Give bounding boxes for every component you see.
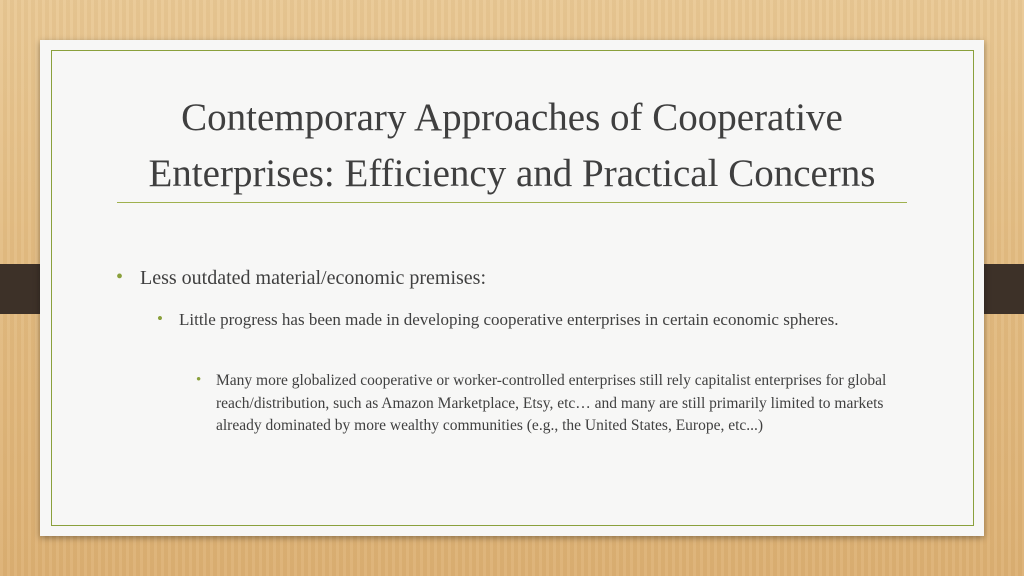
bullet-text: Less outdated material/economic premises: (140, 267, 486, 289)
bullet-item-level-2 (157, 307, 869, 332)
bullet-text: Little progress has been made in developing cooperative enterprises in certain economic spheres. (179, 310, 839, 329)
bullet-item-level-3 (196, 370, 916, 438)
slide-title: Contemporary Approaches of Cooperative Enterprises: Efficiency and Practical Concerns (148, 96, 876, 195)
bullet-dot-icon: • (196, 372, 202, 388)
bullet-dot-icon: • (116, 266, 124, 288)
bullet-text: Many more globalized cooperative or worker-controlled enterprises still rely capitalist enterprises for global reach/distribution, such as Amazon Marketplace, Etsy, etc… and many are still primarily limited to markets already dominated by more wealthy communities (e.g., the United States, Europe, etc...) (216, 372, 887, 434)
title-divider (117, 202, 907, 203)
slide-card (40, 40, 984, 536)
bullet-item-level-1 (116, 265, 920, 291)
bullet-dot-icon: • (157, 309, 163, 328)
